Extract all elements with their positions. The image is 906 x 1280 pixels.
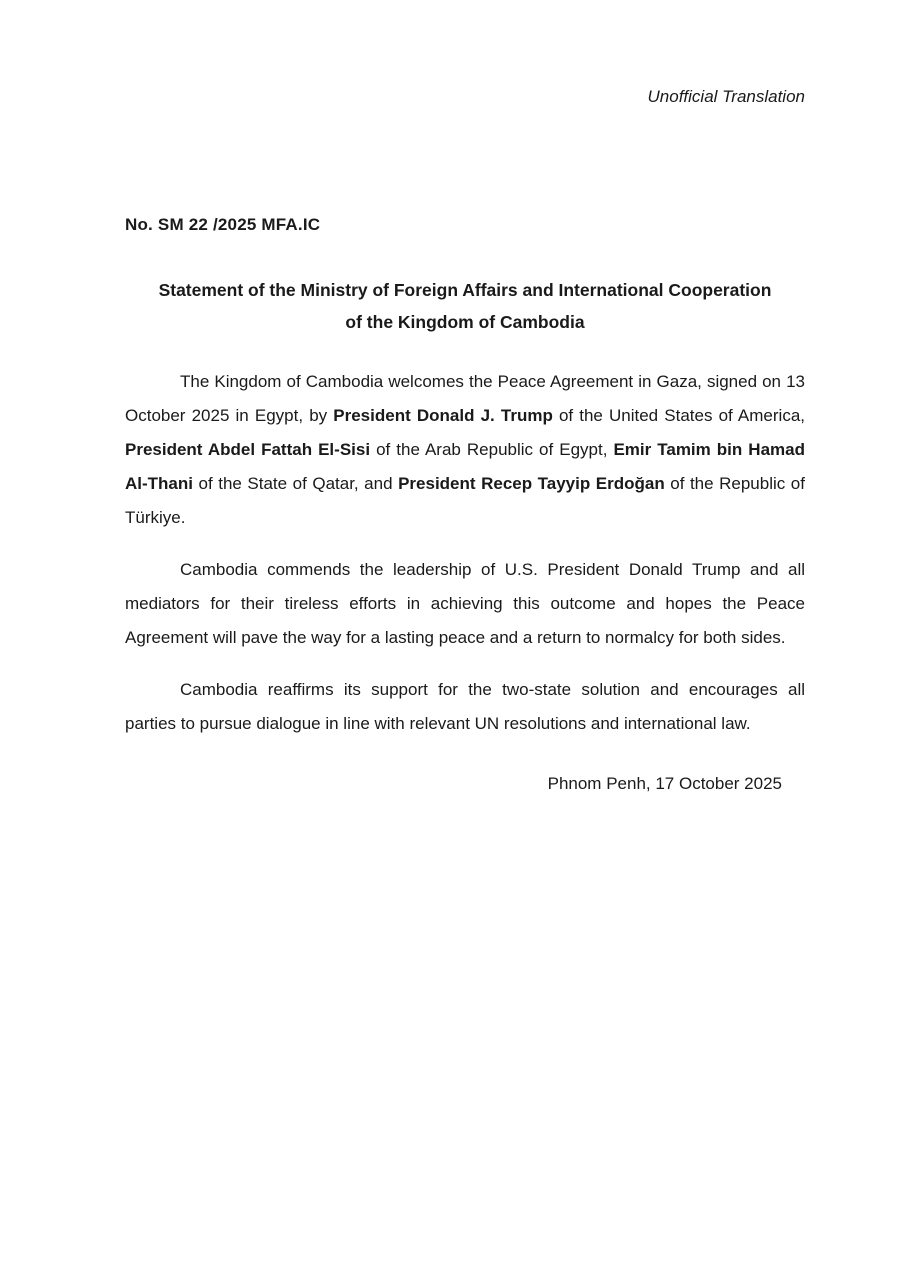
document-title-line-2: of the Kingdom of Cambodia xyxy=(345,312,585,332)
text-segment: of the State of Qatar, and xyxy=(193,474,399,493)
document-title-line-1: Statement of the Ministry of Foreign Affairs and International Cooperation xyxy=(158,280,772,300)
text-segment: of the Arab Republic of Egypt, xyxy=(370,440,614,459)
paragraph-3 xyxy=(125,673,805,741)
text-segment: Cambodia commends the leadership of U.S. President Donald Trump and all mediators for their tireless efforts in achieving this outcome and hopes the Peace Agreement will pave the way for a lasting peace and a return to normalcy for both sides. xyxy=(125,560,805,647)
bold-name-erdogan: President Recep Tayyip Erdoğan xyxy=(398,474,665,493)
paragraph-1 xyxy=(125,365,805,535)
text-segment: Cambodia reaffirms its support for the two-state solution and encourages all parties to pursue dialogue in line with relevant UN resolutions and international law. xyxy=(125,680,805,733)
bold-name-el-sisi: President Abdel Fattah El-Sisi xyxy=(125,440,371,459)
document-title xyxy=(125,274,805,338)
bold-name-al-thani: Emir Tamim bin Hamad Al-Thani xyxy=(125,440,805,493)
bold-name-trump: President Donald J. Trump xyxy=(333,406,553,425)
document-body xyxy=(125,365,805,801)
translation-note: Unofficial Translation xyxy=(647,87,805,106)
text-segment: The Kingdom of Cambodia welcomes the Peace Agreement in Gaza, signed on 13 October 2025 in Egypt, by xyxy=(125,372,805,425)
text-segment: of the United States of America, xyxy=(552,406,805,425)
text-segment: of the Republic of Türkiye. xyxy=(125,474,805,527)
reference-number: No. SM 22 /2025 MFA.IC xyxy=(125,215,321,234)
dateline: Phnom Penh, 17 October 2025 xyxy=(547,774,782,793)
paragraph-2 xyxy=(125,553,805,655)
